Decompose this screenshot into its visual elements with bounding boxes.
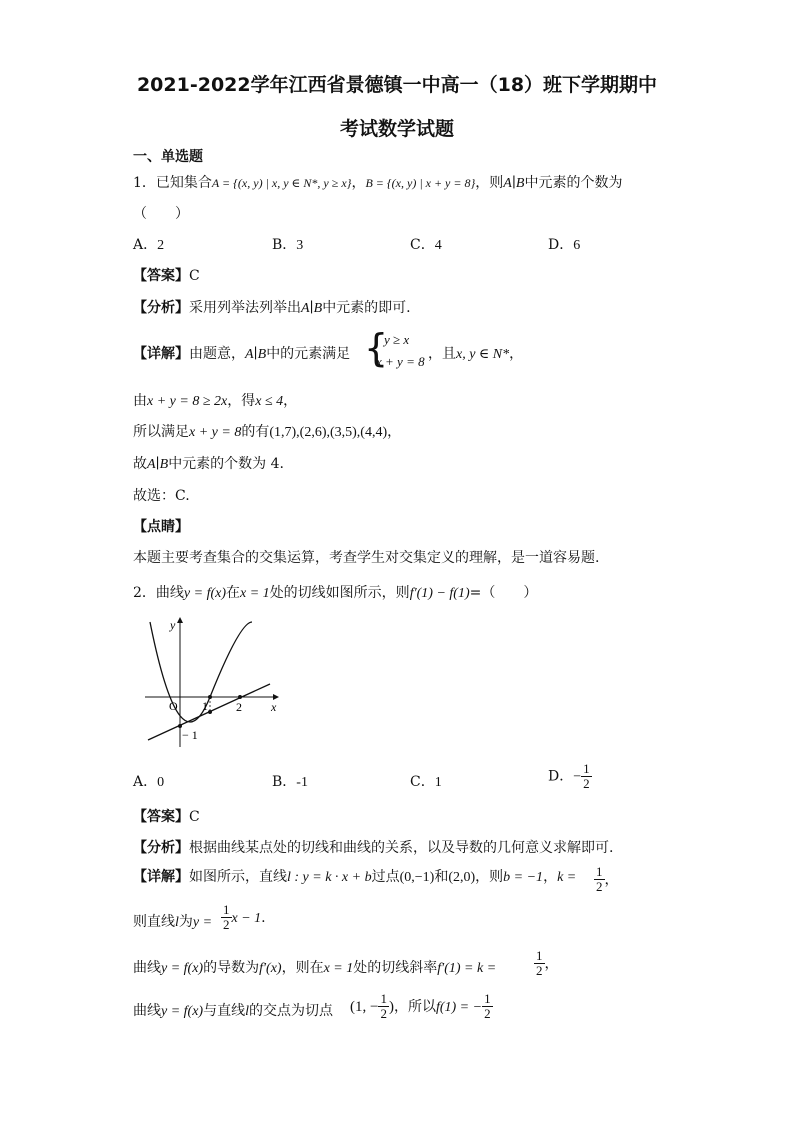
q1-sep: ， <box>351 175 366 191</box>
detail-text-mid: 中的元素满足 <box>266 346 351 362</box>
d3-eq: f′(1) = k = <box>437 961 497 976</box>
tick-neg1: − 1 <box>182 728 198 742</box>
line2-res: x ≤ 4 <box>255 394 284 409</box>
d1-k: k = <box>557 870 577 885</box>
q1-detail-line2 <box>133 390 297 410</box>
analysis-text: 采用列举法列举出 <box>189 300 301 316</box>
d4-mid: 与直线 <box>203 1003 246 1019</box>
q2-stem-prefix: 2．曲线 <box>133 585 184 601</box>
q2-stem-mid: 在 <box>226 585 241 601</box>
line2-mid: ，得 <box>227 393 256 409</box>
d1-then: ，则 <box>475 869 504 885</box>
q2-k-fraction <box>594 865 619 894</box>
doc-title-line-2: 考试数学试题 <box>339 118 454 140</box>
q2-detail-line4 <box>133 1000 333 1020</box>
line4-ab: A∣B <box>147 457 169 472</box>
q1-analysis <box>133 297 411 317</box>
tangent-point <box>208 710 212 714</box>
d1-point-a: (0,−1) <box>399 870 435 885</box>
answer-tag: 【答案】 <box>133 268 189 284</box>
frac-num: 1 <box>596 864 603 879</box>
q1-comment-tag: 【点睛】 <box>133 519 189 535</box>
option-value: 3 <box>296 238 304 253</box>
system-row-1: y ≥ x <box>384 332 410 347</box>
q1-detail-line1 <box>133 343 350 363</box>
option-letter: B． <box>272 237 297 253</box>
line4-pre: 故 <box>133 456 147 472</box>
line3-mid: 的有 <box>241 424 270 440</box>
q1-set-b: B = {(x, y) | x + y = 8} <box>365 176 476 190</box>
q1-option-a <box>133 234 164 254</box>
d1-end: ， <box>604 872 619 888</box>
q2-stem <box>133 582 537 602</box>
frac-num: 1 <box>380 991 387 1006</box>
q2-graph <box>140 612 290 752</box>
d2-l: l <box>175 915 179 930</box>
d4-l: l <box>245 1004 249 1019</box>
frac-num: 1 <box>536 948 543 963</box>
q2-detail-line1 <box>133 866 576 886</box>
d3-x1: x = 1 <box>323 961 354 976</box>
frac-den: 2 <box>583 776 590 791</box>
d2-end: . <box>261 910 266 926</box>
detail-and: ，且 <box>428 346 456 362</box>
q1-comment: 本题主要考查集合的交集运算，考查学生对交集定义的理解，是一道容易题. <box>133 550 600 566</box>
analysis-tag: 【分析】 <box>133 840 189 856</box>
q1-stem-prefix: 1．已知集合 <box>133 175 212 191</box>
d4-mid3: ，所以 <box>393 999 436 1015</box>
detail-ab: A∣B <box>245 347 267 362</box>
analysis-text-end: 中元素的即可. <box>322 300 411 316</box>
q1-detail-line3 <box>133 421 401 441</box>
x-label: x <box>271 700 277 714</box>
q2-option-d <box>548 762 592 791</box>
frac-num: 1 <box>223 902 230 917</box>
q2-detail-line2 <box>133 911 212 931</box>
q2-line-eq <box>221 903 266 932</box>
line3-pre: 所以满足 <box>133 424 189 440</box>
detail-tag: 【详解】 <box>133 869 189 885</box>
line2-end: ， <box>283 393 298 409</box>
d3-mid3: 处的切线斜率 <box>353 960 438 976</box>
q2-option-b <box>272 771 308 791</box>
q1-suffix-pre: ，则 <box>475 175 504 191</box>
q2-detail-line3 <box>133 957 496 977</box>
line3-pts: (1,7),(2,6),(3,5),(4,4) <box>269 425 388 440</box>
q2-stem-mid2: 处的切线如图所示，则 <box>269 585 410 601</box>
q2-answer <box>133 806 200 826</box>
line3-eq: x + y = 8 <box>189 425 242 440</box>
d3-mid: 的导数为 <box>203 960 260 976</box>
q2-expr: f′(1) − f(1) <box>409 586 470 601</box>
frac-den: 2 <box>223 917 230 932</box>
d1-b: b = −1 <box>503 870 544 885</box>
analysis-tag: 【分析】 <box>133 300 189 316</box>
option-value: 1 <box>434 775 442 790</box>
detail-tag: 【详解】 <box>133 346 189 362</box>
y-label: y <box>170 618 176 632</box>
detail-end: ， <box>509 346 524 362</box>
q2-analysis <box>133 837 613 857</box>
q1-detail-line1-tail <box>428 343 523 363</box>
point-1-0 <box>208 695 212 699</box>
option-value: -1 <box>296 775 308 790</box>
q1-set-a: A = {(x, y) | x, y ∈ N*, y ≥ x} <box>211 176 352 190</box>
option-value: 2 <box>157 238 165 253</box>
system-brace: { <box>364 326 389 370</box>
option-value: 4 <box>434 238 442 253</box>
q1-detail-line5: 故选：C. <box>133 488 190 504</box>
q2-tangent-point <box>350 992 493 1021</box>
d4-pre: 曲线 <box>133 1003 161 1019</box>
d1-mid: 过点 <box>371 869 400 885</box>
line4-post: 中元素的个数为 4. <box>168 456 284 472</box>
frac-den: 2 <box>596 879 603 894</box>
q2-x1: x = 1 <box>240 586 270 601</box>
q1-answer <box>133 265 200 285</box>
d4-pt-b: ) <box>388 999 394 1015</box>
d1-line: l : y = k · x + b <box>287 870 372 885</box>
frac-den: 2 <box>536 963 543 978</box>
answer-value: C <box>189 268 200 284</box>
origin-label: O <box>169 699 178 713</box>
option-letter: D． <box>548 768 574 785</box>
option-letter: C． <box>410 774 435 790</box>
q1-paren: （ ） <box>133 206 189 222</box>
option-letter: A． <box>133 774 158 790</box>
option-letter: A． <box>133 237 158 253</box>
d2-mid: 为 <box>178 914 193 930</box>
detail-xy: x, y ∈ N* <box>456 347 510 362</box>
line2-ineq: x + y = 8 ≥ 2x <box>147 394 228 409</box>
d4-f: f(1) = − <box>435 1000 483 1015</box>
q1-stem <box>133 172 622 192</box>
section-heading: 一、单选题 <box>133 149 203 165</box>
frac-den: 2 <box>484 1006 491 1021</box>
q1-option-c <box>410 234 442 254</box>
d3-pre: 曲线 <box>133 960 161 976</box>
d1-comma: ， <box>543 869 558 885</box>
q1-suffix: 中元素的个数为 <box>524 175 623 191</box>
q1-detail-line4 <box>133 453 284 473</box>
system-row-2: x + y = 8 <box>376 354 425 369</box>
d4-mid2: 的交点为切点 <box>248 1003 333 1019</box>
answer-tag: 【答案】 <box>133 809 189 825</box>
doc-title-line-1: 2021-2022学年江西省景德镇一中高一（18）班下学期期中 <box>136 74 658 96</box>
option-value: 6 <box>573 238 581 253</box>
option-value: 0 <box>157 775 165 790</box>
d2-y: y = <box>192 915 213 930</box>
option-letter: C． <box>410 237 435 253</box>
point-2-0 <box>238 695 242 699</box>
detail-text: 由题意， <box>189 346 245 362</box>
option-letter: B． <box>272 774 297 790</box>
d2-pre: 则直线 <box>133 914 175 930</box>
q1-option-d <box>548 234 580 254</box>
q1-option-b <box>272 234 303 254</box>
frac-num: 1 <box>583 761 590 776</box>
q2-slope-fraction <box>534 949 559 978</box>
tick-1: 1 <box>202 699 208 713</box>
option-d-fraction <box>581 762 592 791</box>
d3-curve: y = f(x) <box>161 961 204 976</box>
tick-2: 2 <box>236 700 242 714</box>
q2-option-a <box>133 771 164 791</box>
d1-and: 和 <box>434 869 449 885</box>
option-value: − <box>573 769 582 785</box>
analysis-ab: A∣B <box>301 301 323 316</box>
d4-pt-a: (1, − <box>350 999 379 1015</box>
d4-curve: y = f(x) <box>161 1004 204 1019</box>
d3-end: ， <box>544 956 559 972</box>
d1-pre: 如图所示，直线 <box>189 869 287 885</box>
d3-fp: f′(x) <box>259 961 282 976</box>
d2-rest: x − 1 <box>231 911 262 926</box>
q1-ab: A∣B <box>503 176 525 191</box>
line3-end: ， <box>387 424 402 440</box>
d1-point-b: (2,0) <box>448 870 476 885</box>
q2-curve: y = f(x) <box>183 586 227 601</box>
frac-den: 2 <box>380 1006 387 1021</box>
line2-pre: 由 <box>133 393 147 409</box>
analysis-text: 根据曲线某点处的切线和曲线的关系，以及导数的几何意义求解即可. <box>189 840 614 856</box>
option-letter: D． <box>548 237 574 253</box>
q2-option-c <box>410 771 442 791</box>
frac-num: 1 <box>484 991 491 1006</box>
answer-value: C <box>189 809 200 825</box>
q2-stem-end: =（ ） <box>469 585 538 601</box>
d3-mid2: ，则在 <box>281 960 324 976</box>
